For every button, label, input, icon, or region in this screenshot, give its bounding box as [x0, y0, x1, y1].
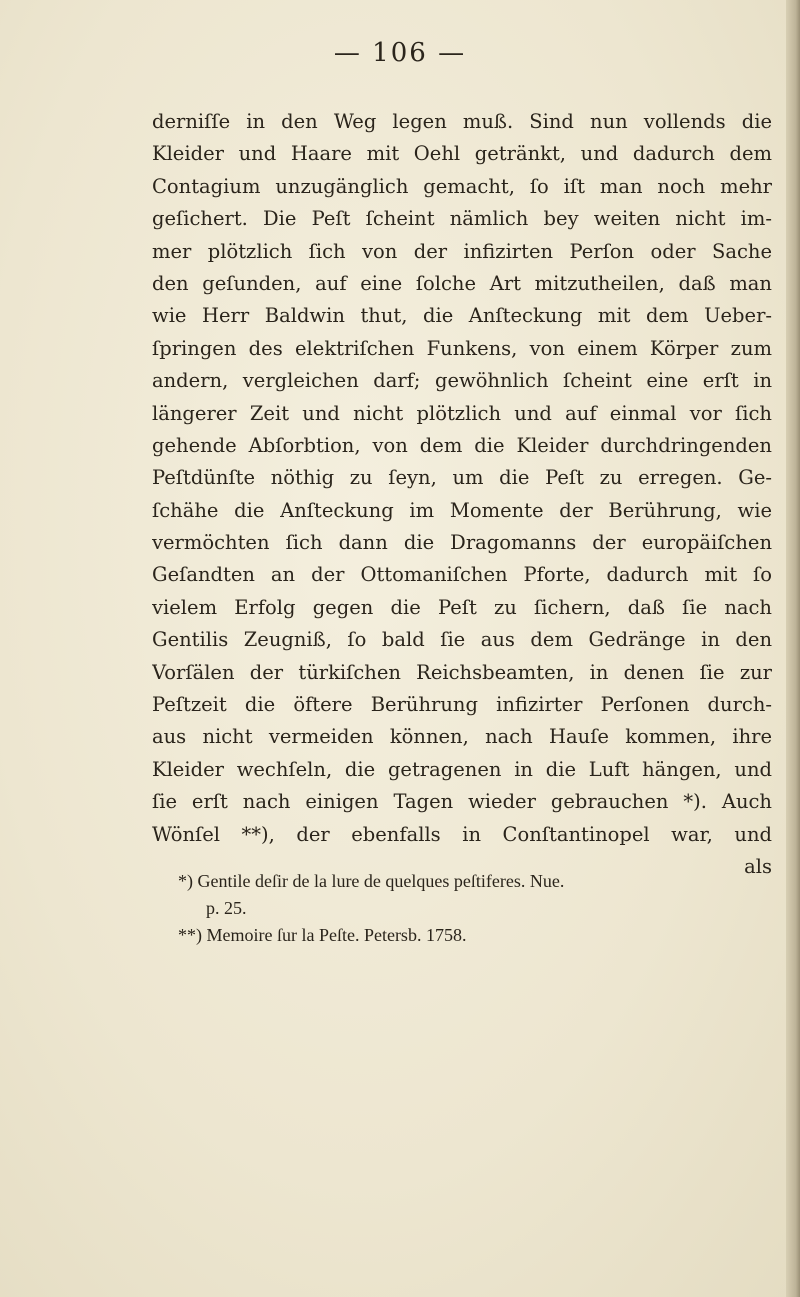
text-line: Peſtdünſte nöthig zu ſeyn, um die Peſt zu erregen. Ge-: [152, 466, 772, 490]
footnote: *) Gentile deſir de la lure de quelques peſtiferes. Nue.: [178, 871, 565, 891]
text-line: mer plötzlich ſich von der infizirten Perſon oder Sache: [152, 239, 772, 263]
text-line: vermöchten ſich dann die Dragomanns der europäiſchen: [152, 531, 772, 555]
text-line: ſpringen des elektriſchen Funkens, von einem Körper zum: [152, 336, 772, 360]
text-line: ſchähe die Anſteckung im Momente der Berührung, wie: [152, 498, 772, 522]
catchword: als: [744, 854, 772, 878]
footnotes: [178, 868, 768, 949]
text-line: geſichert. Die Peſt ſcheint nämlich bey weiten nicht im-: [152, 207, 772, 231]
footnote: **) Memoire ſur la Peſte. Petersb. 1758.: [178, 925, 467, 945]
text-line: aus nicht vermeiden können, nach Hauſe kommen, ihre: [152, 725, 772, 749]
text-line: Geſandten an der Ottomaniſchen Pforte, dadurch mit ſo: [152, 563, 772, 587]
text-line: den geſunden, auf eine ſolche Art mitzutheilen, daß man: [152, 271, 772, 295]
text-line: Gentilis Zeugniß, ſo bald ſie aus dem Gedränge in den: [152, 628, 772, 652]
page-number: — 106 —: [333, 38, 467, 68]
text-line: Contagium unzugänglich gemacht, ſo iſt man noch mehr: [152, 174, 772, 198]
text-line: vielem Erfolg gegen die Peſt zu ſichern, daß ſie nach: [152, 595, 772, 619]
text-line: ſie erſt nach einigen Tagen wieder gebrauchen *). Auch: [152, 790, 772, 814]
page-edge: [786, 0, 800, 1297]
body-text: [152, 106, 772, 883]
text-line: Peſtzeit die öftere Berührung infizirter Perſonen durch-: [152, 693, 772, 717]
text-line: Kleider und Haare mit Oehl getränkt, und dadurch dem: [152, 142, 772, 166]
text-line: andern, vergleichen darf; gewöhnlich ſcheint eine erſt in: [152, 369, 772, 393]
text-line: Wönſel **), der ebenfalls in Conſtantinopel war, und: [152, 822, 772, 846]
text-line: wie Herr Baldwin thut, die Anſteckung mit dem Ueber-: [152, 304, 772, 328]
footnote-continuation: p. 25.: [206, 898, 247, 918]
text-line: Vorſälen der türkiſchen Reichsbeamten, in denen ſie zur: [152, 660, 772, 684]
text-line: Kleider wechſeln, die getragenen in die Luft hängen, und: [152, 757, 772, 781]
text-line: derniſſe in den Weg legen muß. Sind nun vollends die: [152, 110, 772, 133]
text-line: gehende Abſorbtion, von dem die Kleider durchdringenden: [152, 433, 772, 457]
text-line: längerer Zeit und nicht plötzlich und auf einmal vor ſich: [152, 401, 772, 425]
